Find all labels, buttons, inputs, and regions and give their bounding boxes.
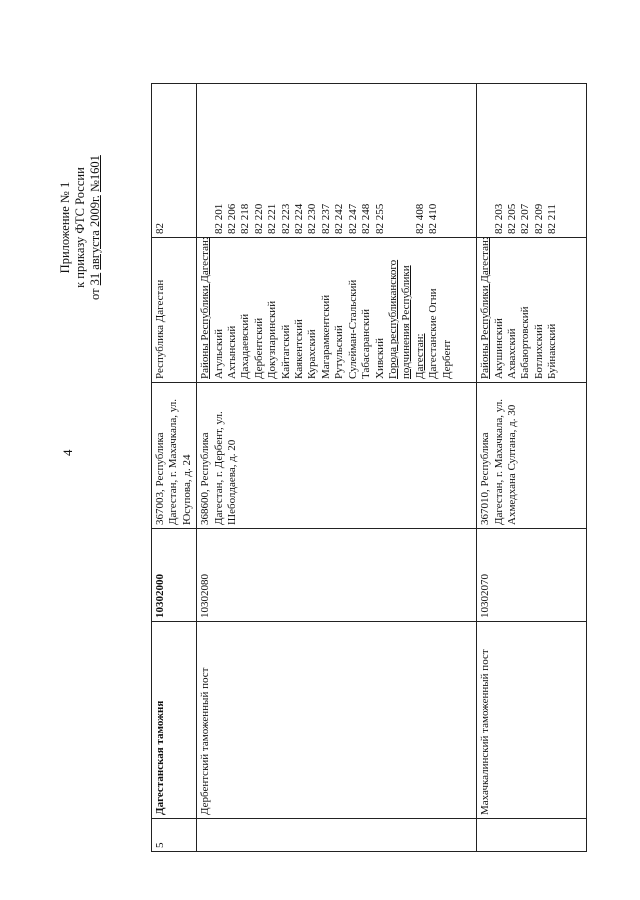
- okato-code: 82 237: [319, 203, 332, 234]
- okato-spacer: [387, 87, 400, 234]
- okato-code: 82 211: [546, 204, 559, 234]
- list-item: Хивский: [373, 338, 386, 379]
- empty-index-cell: [197, 819, 477, 852]
- okato-code: 82 201: [212, 203, 225, 234]
- okato-code: 82 224: [293, 203, 306, 234]
- header-date-prefix: от: [88, 288, 102, 300]
- okato-code: 82 255: [373, 203, 386, 234]
- header-date-month-year: августа 2009г.: [88, 195, 102, 270]
- list-heading: Районы Республики Дагестан:: [479, 237, 492, 379]
- page-number: 4: [60, 449, 75, 456]
- post-name: Дербентский таможенный пост: [197, 622, 477, 819]
- okato-code: 82 209: [532, 203, 545, 234]
- list-item: Сулейман-Стальский: [346, 279, 359, 379]
- list-item: Каякентский: [293, 319, 306, 379]
- list-item: Ахтынский: [226, 325, 239, 379]
- header-line2: к приказу ФТС России: [73, 167, 87, 288]
- list-item: Кайтагский: [279, 324, 292, 379]
- customs-name: Дагестанская таможня: [152, 622, 197, 819]
- okato-code: 82 242: [333, 203, 346, 234]
- post-code: 10302080: [197, 529, 477, 622]
- customs-okato: 82: [152, 84, 197, 238]
- rotated-table-wrapper: [151, 84, 589, 852]
- customs-region: Республика Дагестан: [152, 238, 197, 383]
- okato-code: 82 218: [239, 203, 252, 234]
- okato-code: 82 207: [519, 203, 532, 234]
- okato-code: 82 248: [360, 203, 373, 234]
- list-item: Курахский: [306, 329, 319, 379]
- list-item: Буйнакский: [546, 323, 559, 379]
- okato-code: 82 206: [226, 203, 239, 234]
- okato-code: 82 230: [306, 203, 319, 234]
- list-item: Агульский: [212, 329, 225, 379]
- okato-code: 82 205: [506, 203, 519, 234]
- okato-spacer: [400, 87, 413, 234]
- header-order-number: №1601: [88, 155, 102, 193]
- list-item: Дагестанские Огни: [427, 288, 440, 379]
- list-heading: Города республиканского подчинения Республики Дагестан:: [386, 259, 426, 379]
- list-item: Дербент: [440, 339, 453, 379]
- post-code: 10302070: [477, 529, 587, 622]
- okato-code: 82 223: [279, 203, 292, 234]
- row-index: 5: [152, 819, 197, 852]
- okato-code: 82 221: [266, 203, 279, 234]
- okato-code: [199, 87, 212, 234]
- list-item: Дербентский: [252, 317, 265, 379]
- okato-code: 82 410: [427, 203, 440, 234]
- list-item: Ахвахский: [506, 328, 519, 379]
- post-name: Махачкалинский таможенный пост: [477, 622, 587, 819]
- post-districts: [477, 238, 587, 383]
- customs-table: [151, 83, 587, 852]
- post-okato-codes: [477, 84, 587, 238]
- okato-code: [479, 87, 492, 234]
- table-row-post: [197, 84, 477, 852]
- header-date-line: [88, 155, 103, 300]
- okato-code: 82 203: [492, 203, 505, 234]
- list-item: Табасаранский: [360, 309, 373, 379]
- list-item: Бабаюртовский: [519, 306, 532, 379]
- list-item: Акушинский: [492, 318, 505, 379]
- okato-code: 82 220: [252, 203, 265, 234]
- empty-index-cell: [477, 819, 587, 852]
- list-item: Докузпаринский: [266, 300, 279, 379]
- post-okato-codes: [197, 84, 477, 238]
- post-address: 368600, Республика Дагестан, г. Дербент, ул. Шеболдаева, д. 20: [197, 383, 477, 529]
- header-line1: Приложение № 1: [58, 181, 72, 274]
- okato-code: 82 408: [413, 203, 426, 234]
- appendix-header: [58, 155, 103, 300]
- customs-code: 10302000: [152, 529, 197, 622]
- list-item: Магарамкентский: [319, 294, 332, 379]
- table-row-customs: [152, 84, 197, 852]
- post-address: 367010, Республика Дагестан, г. Махачкала, ул. Ахмедхана Султана, д. 30: [477, 383, 587, 529]
- list-heading: Районы Республики Дагестан:: [199, 237, 212, 379]
- customs-address: 367003, Республика Дагестан, г. Махачкала, ул. Юсупова, д. 24: [152, 383, 197, 529]
- list-item: Ботлихский: [532, 324, 545, 379]
- table-row-post: [477, 84, 587, 852]
- okato-code: 82 247: [346, 203, 359, 234]
- post-districts: [197, 238, 477, 383]
- list-item: Дахадаевский: [239, 313, 252, 379]
- header-date-day: 31: [88, 272, 102, 286]
- list-item: Рутульский: [333, 325, 346, 379]
